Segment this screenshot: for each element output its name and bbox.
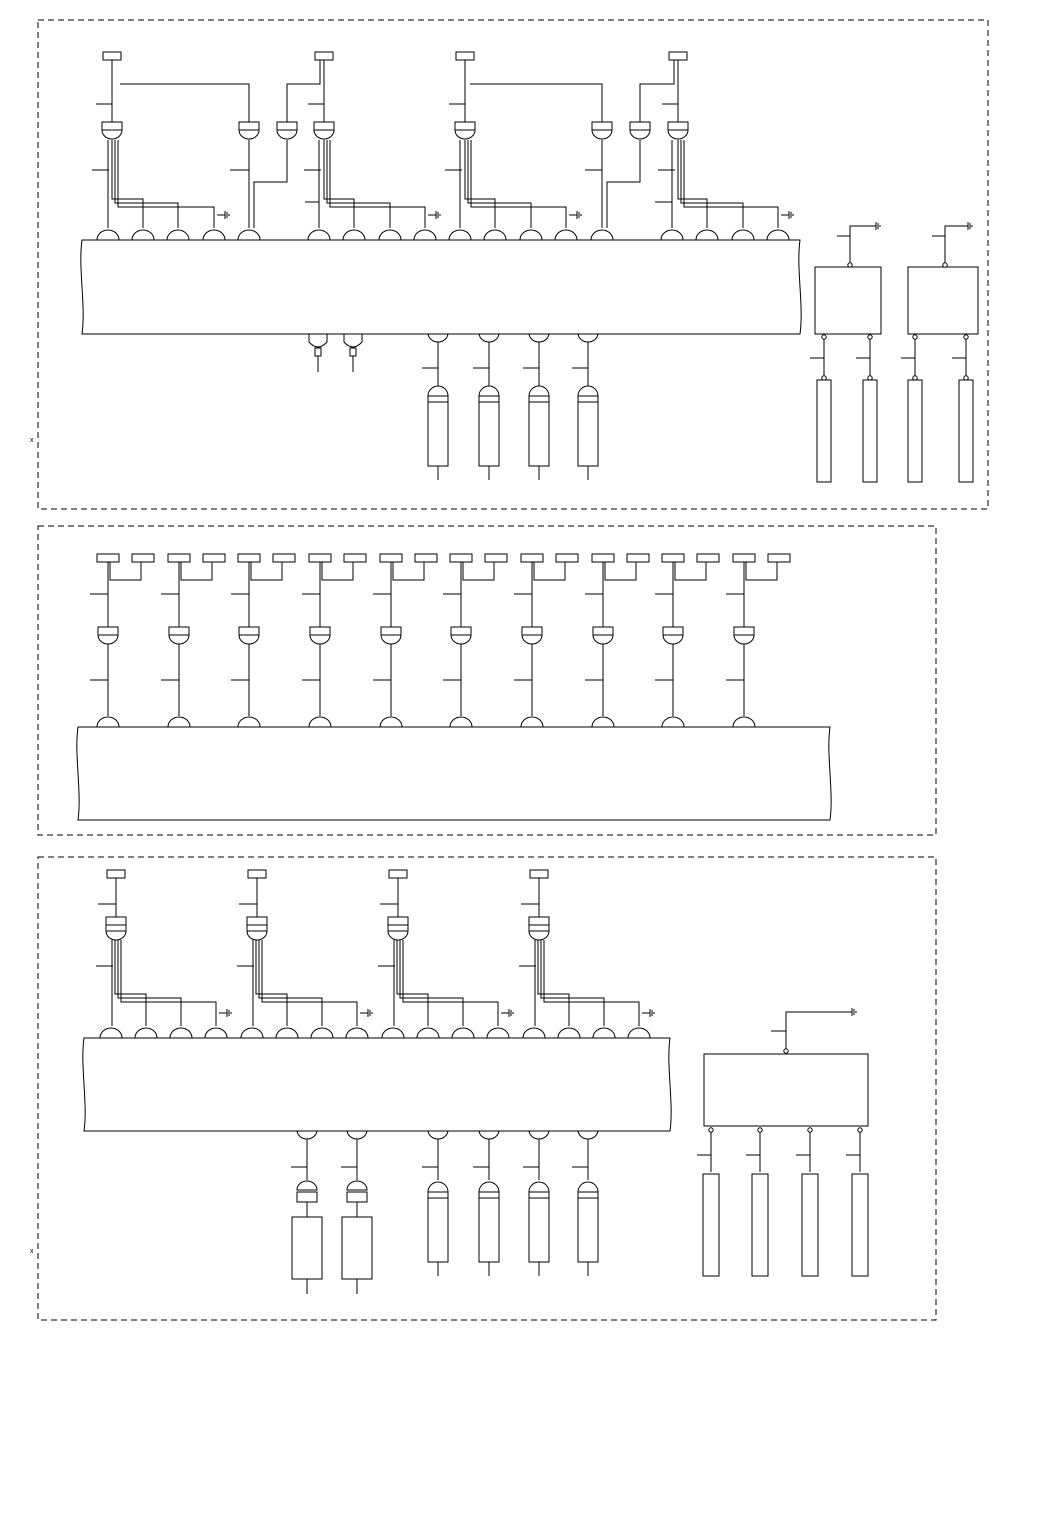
dome-cap — [449, 230, 471, 240]
terminal-pad — [169, 627, 189, 635]
terminal-pad — [347, 1192, 367, 1202]
cylinder-body — [578, 1198, 598, 1262]
wire — [746, 562, 777, 580]
margin-mark: x — [30, 437, 34, 444]
relay-component — [292, 1181, 322, 1294]
dome-cap — [428, 386, 448, 396]
dome-cap — [135, 1028, 157, 1038]
cylinder-body — [479, 1198, 499, 1262]
dome-cap — [487, 1028, 509, 1038]
ground-icon — [219, 1009, 231, 1017]
terminal-pad — [592, 122, 612, 130]
wire — [112, 140, 143, 228]
ground-icon — [960, 222, 972, 230]
cylinder-component — [428, 386, 448, 480]
wire — [403, 940, 498, 1026]
dome-terminal — [314, 122, 334, 139]
dome-terminal — [98, 627, 118, 644]
connector-block — [456, 52, 474, 60]
wire — [262, 940, 357, 1026]
wire — [259, 940, 322, 1026]
dome-cap — [100, 1028, 122, 1038]
connector-block — [380, 554, 402, 562]
ground-icon — [501, 1009, 513, 1017]
wire — [463, 562, 494, 580]
wire — [324, 140, 354, 228]
junction-dot — [758, 1128, 762, 1132]
dome-cap — [276, 1028, 298, 1038]
dome-cap — [239, 130, 259, 139]
connector-block — [132, 554, 154, 562]
junction-dot — [858, 1128, 862, 1132]
junction-dot — [964, 335, 968, 339]
junction-dot — [808, 1128, 812, 1132]
dome-terminal — [169, 627, 189, 644]
dome-cap — [106, 931, 126, 940]
dome-terminal — [381, 627, 401, 644]
wire — [287, 60, 320, 122]
connector-block — [521, 554, 543, 562]
cylinder-body — [802, 1174, 818, 1276]
dome-cap — [591, 230, 613, 240]
dome-terminal — [239, 122, 259, 139]
wire — [118, 140, 214, 228]
dome-cap — [314, 130, 334, 139]
dome-cap — [97, 717, 119, 727]
dome-cap — [733, 717, 755, 727]
connector-block — [203, 554, 225, 562]
connector-block — [273, 554, 295, 562]
dome-cap — [529, 386, 549, 396]
wire — [538, 940, 569, 1026]
connector-block — [238, 554, 260, 562]
terminal-pad — [314, 122, 334, 130]
ground-icon — [868, 222, 880, 230]
wire — [465, 140, 495, 228]
dome-cap — [520, 230, 542, 240]
dome-cap — [297, 1181, 317, 1190]
terminal-pad — [247, 925, 267, 931]
junction-dot — [868, 335, 872, 339]
dome-cap — [668, 130, 688, 139]
dome-cap — [555, 230, 577, 240]
terminal-pad — [529, 396, 549, 402]
wire — [393, 562, 424, 580]
terminal-pad — [663, 627, 683, 635]
cylinder-component — [529, 1182, 549, 1276]
terminal-pad — [428, 396, 448, 402]
dome-cap — [203, 230, 225, 240]
dome-cap — [380, 717, 402, 727]
cylinder-body — [852, 1174, 868, 1276]
dome-cap — [167, 230, 189, 240]
dome-cap — [310, 635, 330, 644]
terminal-pad — [102, 122, 122, 130]
dome-cap — [592, 130, 612, 139]
ground-icon — [642, 1009, 654, 1017]
dome-cap — [205, 1028, 227, 1038]
wire — [400, 940, 463, 1026]
dome-terminal — [663, 627, 683, 644]
dome-cap — [414, 230, 436, 240]
terminal-pad — [630, 122, 650, 130]
dome-terminal — [593, 627, 613, 644]
connector-block — [450, 554, 472, 562]
connector-block — [107, 870, 125, 878]
dome-cap — [346, 1028, 368, 1038]
dome-terminal — [106, 917, 126, 940]
terminal-pad — [578, 1192, 598, 1198]
ground-icon — [428, 211, 440, 219]
dome-cap — [630, 130, 650, 139]
connector-block — [530, 870, 548, 878]
dome-cap — [451, 635, 471, 644]
terminal-pad — [98, 627, 118, 635]
terminal-pad — [593, 627, 613, 635]
terminal-pad — [522, 627, 542, 635]
cylinder-body — [752, 1174, 768, 1276]
wire — [118, 940, 181, 1026]
dome-terminal — [529, 917, 549, 940]
terminal-pad — [578, 396, 598, 402]
wire — [544, 940, 639, 1026]
dome-cap — [522, 635, 542, 644]
terminal-pad — [381, 627, 401, 635]
dome-cap — [132, 230, 154, 240]
connector-strip — [81, 240, 801, 334]
dome-cap — [578, 1182, 598, 1192]
connector-block — [97, 554, 119, 562]
dome-cap — [309, 717, 331, 727]
control-box — [704, 1054, 868, 1126]
terminal-pad — [239, 122, 259, 130]
wire — [120, 84, 249, 122]
wire — [256, 940, 287, 1026]
terminal-pad — [297, 1192, 317, 1202]
dome-cap — [97, 230, 119, 240]
dome-cap — [311, 1028, 333, 1038]
terminal-pad — [529, 917, 549, 925]
dome-cap — [479, 386, 499, 396]
dome-terminal — [734, 627, 754, 644]
wire — [470, 84, 602, 122]
relay-body — [292, 1217, 322, 1279]
dome-cap — [98, 635, 118, 644]
cylinder-body — [428, 402, 448, 466]
dome-cap — [578, 386, 598, 396]
dome-cap — [238, 230, 260, 240]
terminal-pad — [529, 925, 549, 931]
terminal-pad — [734, 627, 754, 635]
cylinder-body — [863, 380, 877, 482]
terminal-pad — [388, 925, 408, 931]
wire — [397, 940, 428, 1026]
connector-block — [389, 870, 407, 878]
connector-block — [248, 870, 266, 878]
dome-cap — [417, 1028, 439, 1038]
cylinder-component — [428, 1182, 448, 1276]
wire — [541, 940, 604, 1026]
dome-terminal — [668, 122, 688, 139]
dome-terminal — [388, 917, 408, 940]
wire — [471, 140, 566, 228]
cylinder-component — [578, 386, 598, 480]
dome-cap — [382, 1028, 404, 1038]
wire — [330, 140, 425, 228]
cylinder-body — [578, 402, 598, 466]
terminal-pad — [479, 1192, 499, 1198]
cylinder-component — [529, 386, 549, 480]
ground-icon — [569, 211, 581, 219]
dome-cap — [484, 230, 506, 240]
connector-block — [768, 554, 790, 562]
wire — [640, 60, 674, 122]
wire — [181, 562, 212, 580]
junction-dot — [913, 335, 917, 339]
dome-cap — [168, 717, 190, 727]
wire — [327, 140, 390, 228]
junction-dot — [848, 263, 852, 267]
dome-cap — [696, 230, 718, 240]
wire — [675, 562, 706, 580]
connector-block — [485, 554, 507, 562]
cylinder-body — [479, 402, 499, 466]
connector-block — [415, 554, 437, 562]
cylinder-component — [479, 1182, 499, 1276]
plug-body — [309, 334, 327, 347]
dome-terminal — [630, 122, 650, 139]
relay-body — [342, 1217, 372, 1279]
wire — [115, 140, 178, 228]
dome-terminal — [310, 627, 330, 644]
terminal-pad — [239, 627, 259, 635]
cylinder-body — [817, 380, 831, 482]
junction-dot — [943, 263, 947, 267]
wire — [684, 140, 778, 228]
connector-block — [697, 554, 719, 562]
dome-cap — [170, 1028, 192, 1038]
wire — [786, 1012, 846, 1050]
terminal-pad — [668, 122, 688, 130]
connector-block — [733, 554, 755, 562]
connector-block — [309, 554, 331, 562]
dome-terminal — [247, 917, 267, 940]
connector-block — [103, 52, 121, 60]
cylinder-body — [959, 380, 973, 482]
cylinder-body — [529, 1198, 549, 1262]
dome-cap — [343, 230, 365, 240]
wire — [121, 940, 216, 1026]
panel-middle — [90, 554, 790, 735]
dome-cap — [455, 130, 475, 139]
dome-cap — [661, 230, 683, 240]
dome-terminal — [102, 122, 122, 139]
dome-cap — [381, 635, 401, 644]
wire — [850, 226, 870, 264]
dome-cap — [593, 1028, 615, 1038]
plug-pin — [315, 348, 321, 356]
relay-component — [342, 1181, 372, 1294]
dome-terminal — [522, 627, 542, 644]
dome-terminal — [239, 627, 259, 644]
dome-cap — [662, 717, 684, 727]
terminal-pad — [479, 396, 499, 402]
dome-cap — [308, 230, 330, 240]
wire — [605, 562, 636, 580]
dome-cap — [663, 635, 683, 644]
terminal-pad — [455, 122, 475, 130]
terminal-pad — [529, 1192, 549, 1198]
wire — [681, 140, 743, 228]
dome-cap — [593, 635, 613, 644]
terminal-pad — [106, 925, 126, 931]
connector-block — [669, 52, 687, 60]
cylinder-component — [479, 386, 499, 480]
dome-cap — [767, 230, 789, 240]
junction-dot — [784, 1049, 788, 1053]
dome-cap — [450, 717, 472, 727]
ground-icon — [844, 1008, 856, 1016]
wire — [110, 562, 141, 580]
dome-cap — [558, 1028, 580, 1038]
ground-icon — [781, 211, 793, 219]
connector-block — [315, 52, 333, 60]
connector-block — [662, 554, 684, 562]
margin-mark: x — [30, 1248, 34, 1255]
wire — [251, 562, 282, 580]
wire — [945, 226, 962, 264]
control-box — [815, 267, 881, 334]
junction-dot — [822, 335, 826, 339]
connector-block — [168, 554, 190, 562]
ground-icon — [360, 1009, 372, 1017]
dome-cap — [479, 1182, 499, 1192]
cylinder-body — [908, 380, 922, 482]
dome-cap — [523, 1028, 545, 1038]
wire — [468, 140, 531, 228]
wire — [607, 140, 640, 228]
junction-dot — [709, 1128, 713, 1132]
dome-cap — [529, 1182, 549, 1192]
ground-icon — [217, 211, 229, 219]
dome-cap — [592, 717, 614, 727]
dome-cap — [388, 931, 408, 940]
connector-block — [344, 554, 366, 562]
connector-strip — [83, 1038, 671, 1131]
dome-cap — [277, 130, 297, 139]
connector-block — [556, 554, 578, 562]
terminal-pad — [428, 1192, 448, 1198]
dome-cap — [347, 1181, 367, 1190]
cylinder-body — [428, 1198, 448, 1262]
connector-block — [592, 554, 614, 562]
cylinder-body — [529, 402, 549, 466]
connector-block — [627, 554, 649, 562]
plug-pin — [350, 348, 356, 356]
wire — [322, 562, 353, 580]
plug-body — [344, 334, 362, 347]
dome-cap — [379, 230, 401, 240]
dome-cap — [734, 635, 754, 644]
dome-terminal — [592, 122, 612, 139]
wire — [254, 140, 287, 228]
dome-cap — [529, 931, 549, 940]
dome-cap — [428, 1182, 448, 1192]
dome-cap — [628, 1028, 650, 1038]
connector-strip — [77, 727, 831, 820]
dome-cap — [247, 931, 267, 940]
dome-cap — [241, 1028, 263, 1038]
terminal-pad — [451, 627, 471, 635]
terminal-pad — [388, 917, 408, 925]
terminal-pad — [310, 627, 330, 635]
cylinder-body — [703, 1174, 719, 1276]
terminal-pad — [277, 122, 297, 130]
dome-cap — [732, 230, 754, 240]
dome-cap — [169, 635, 189, 644]
dome-cap — [521, 717, 543, 727]
control-box — [908, 267, 978, 334]
dome-cap — [102, 130, 122, 139]
dome-terminal — [451, 627, 471, 644]
dome-cap — [238, 717, 260, 727]
dome-terminal — [277, 122, 297, 139]
dome-terminal — [455, 122, 475, 139]
dome-cap — [239, 635, 259, 644]
wire — [534, 562, 565, 580]
dome-cap — [452, 1028, 474, 1038]
cylinder-component — [578, 1182, 598, 1276]
wire — [678, 140, 707, 228]
wire — [115, 940, 146, 1026]
terminal-pad — [106, 917, 126, 925]
terminal-pad — [247, 917, 267, 925]
